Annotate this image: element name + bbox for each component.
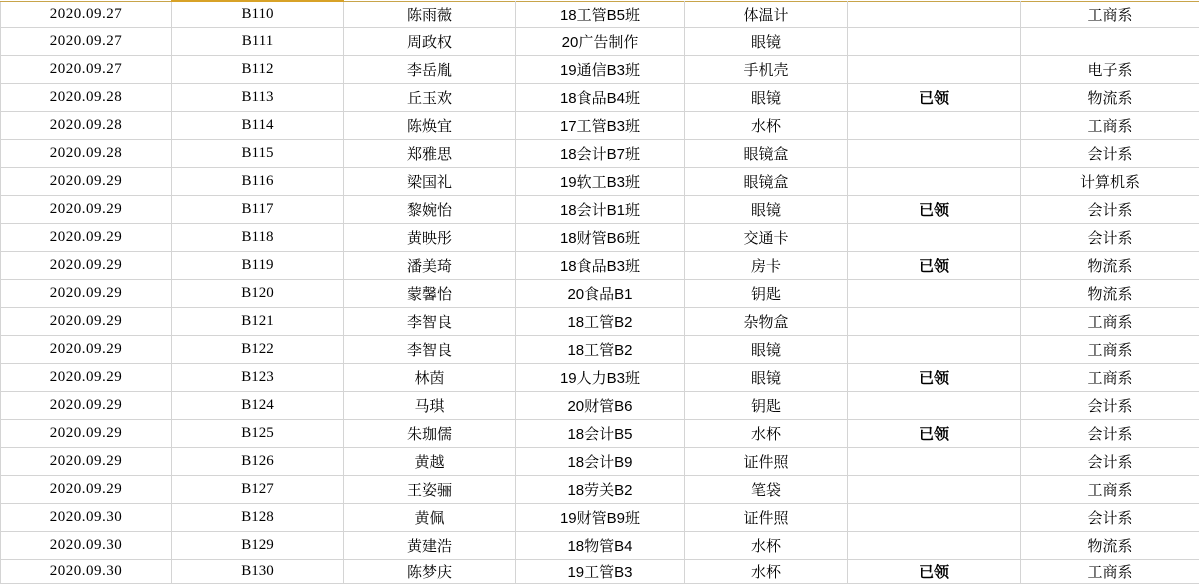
table-row[interactable]	[1, 335, 1199, 363]
cell-item[interactable]: 眼镜	[685, 27, 848, 55]
cell-status[interactable]: 已领	[848, 559, 1021, 583]
cell-status[interactable]	[848, 503, 1021, 531]
cell-code[interactable]: B126	[172, 447, 344, 475]
table-row[interactable]	[1, 419, 1199, 447]
cell-status[interactable]: 已领	[848, 83, 1021, 111]
cell-class[interactable]: 18会计B7班	[516, 139, 685, 167]
table-row[interactable]	[1, 559, 1199, 583]
cell-class[interactable]: 18财管B6班	[516, 223, 685, 251]
cell-date[interactable]: 2020.09.29	[1, 447, 172, 475]
cell-date[interactable]: 2020.09.27	[1, 55, 172, 83]
cell-dept[interactable]: 会计系	[1021, 419, 1199, 447]
cell-date[interactable]: 2020.09.29	[1, 307, 172, 335]
cell-dept[interactable]: 物流系	[1021, 251, 1199, 279]
cell-status[interactable]	[848, 167, 1021, 195]
table-row[interactable]	[1, 223, 1199, 251]
cell-date[interactable]: 2020.09.29	[1, 363, 172, 391]
cell-item[interactable]: 水杯	[685, 559, 848, 583]
cell-dept[interactable]	[1021, 27, 1199, 55]
cell-date[interactable]: 2020.09.29	[1, 419, 172, 447]
cell-code[interactable]: B125	[172, 419, 344, 447]
cell-dept[interactable]: 会计系	[1021, 391, 1199, 419]
cell-class[interactable]: 18物管B4	[516, 531, 685, 559]
cell-item[interactable]: 房卡	[685, 251, 848, 279]
cell-item[interactable]: 证件照	[685, 447, 848, 475]
cell-item[interactable]: 眼镜盒	[685, 167, 848, 195]
cell-class[interactable]: 20食品B1	[516, 279, 685, 307]
cell-name[interactable]: 黄映彤	[344, 223, 516, 251]
cell-dept[interactable]: 电子系	[1021, 55, 1199, 83]
cell-class[interactable]: 18劳关B2	[516, 475, 685, 503]
cell-code[interactable]: B116	[172, 167, 344, 195]
cell-dept[interactable]: 会计系	[1021, 503, 1199, 531]
table-row[interactable]	[1, 307, 1199, 335]
cell-code[interactable]: B111	[172, 27, 344, 55]
cell-name[interactable]: 黄越	[344, 447, 516, 475]
cell-date[interactable]: 2020.09.29	[1, 279, 172, 307]
cell-item[interactable]: 笔袋	[685, 475, 848, 503]
table-row[interactable]	[1, 503, 1199, 531]
cell-item[interactable]: 杂物盒	[685, 307, 848, 335]
cell-date[interactable]: 2020.09.28	[1, 83, 172, 111]
cell-item[interactable]: 水杯	[685, 531, 848, 559]
cell-name[interactable]: 郑雅思	[344, 139, 516, 167]
cell-class[interactable]: 18会计B5	[516, 419, 685, 447]
cell-item[interactable]: 眼镜	[685, 363, 848, 391]
cell-name[interactable]: 黄佩	[344, 503, 516, 531]
cell-date[interactable]: 2020.09.29	[1, 251, 172, 279]
table-row[interactable]	[1, 139, 1199, 167]
cell-code[interactable]: B129	[172, 531, 344, 559]
cell-class[interactable]: 19人力B3班	[516, 363, 685, 391]
table-row[interactable]	[1, 251, 1199, 279]
cell-name[interactable]: 陈焕宜	[344, 111, 516, 139]
cell-code[interactable]: B114	[172, 111, 344, 139]
cell-class[interactable]: 19财管B9班	[516, 503, 685, 531]
table-row[interactable]	[1, 167, 1199, 195]
cell-status[interactable]	[848, 1, 1021, 27]
cell-name[interactable]: 陈雨薇	[344, 1, 516, 27]
cell-code[interactable]: B118	[172, 223, 344, 251]
cell-date[interactable]: 2020.09.29	[1, 335, 172, 363]
table-row[interactable]	[1, 55, 1199, 83]
cell-status[interactable]	[848, 391, 1021, 419]
cell-date[interactable]: 2020.09.29	[1, 223, 172, 251]
cell-name[interactable]: 马琪	[344, 391, 516, 419]
table-row[interactable]	[1, 195, 1199, 223]
cell-dept[interactable]: 会计系	[1021, 223, 1199, 251]
cell-name[interactable]: 丘玉欢	[344, 83, 516, 111]
cell-class[interactable]: 18工管B5班	[516, 1, 685, 27]
cell-class[interactable]: 18会计B9	[516, 447, 685, 475]
table-row[interactable]	[1, 363, 1199, 391]
cell-status[interactable]	[848, 531, 1021, 559]
cell-class[interactable]: 18工管B2	[516, 307, 685, 335]
cell-dept[interactable]: 计算机系	[1021, 167, 1199, 195]
table-row[interactable]	[1, 1, 1199, 27]
cell-class[interactable]: 19通信B3班	[516, 55, 685, 83]
cell-name[interactable]: 周政权	[344, 27, 516, 55]
cell-item[interactable]: 钥匙	[685, 279, 848, 307]
cell-item[interactable]: 水杯	[685, 419, 848, 447]
cell-name[interactable]: 黎婉怡	[344, 195, 516, 223]
cell-item[interactable]: 钥匙	[685, 391, 848, 419]
cell-code[interactable]: B128	[172, 503, 344, 531]
cell-name[interactable]: 黄建浩	[344, 531, 516, 559]
table-row[interactable]	[1, 111, 1199, 139]
cell-dept[interactable]: 会计系	[1021, 139, 1199, 167]
cell-status[interactable]	[848, 475, 1021, 503]
cell-status[interactable]	[848, 139, 1021, 167]
cell-code[interactable]: B113	[172, 83, 344, 111]
cell-status[interactable]	[848, 335, 1021, 363]
cell-code[interactable]: B122	[172, 335, 344, 363]
table-row[interactable]	[1, 83, 1199, 111]
cell-date[interactable]: 2020.09.30	[1, 531, 172, 559]
cell-name[interactable]: 李智良	[344, 335, 516, 363]
cell-code[interactable]: B119	[172, 251, 344, 279]
cell-code[interactable]: B117	[172, 195, 344, 223]
cell-status[interactable]	[848, 447, 1021, 475]
cell-code[interactable]: B115	[172, 139, 344, 167]
cell-dept[interactable]: 工商系	[1021, 475, 1199, 503]
cell-code[interactable]: B127	[172, 475, 344, 503]
cell-status[interactable]	[848, 307, 1021, 335]
cell-code[interactable]: B120	[172, 279, 344, 307]
cell-status[interactable]	[848, 27, 1021, 55]
cell-class[interactable]: 18工管B2	[516, 335, 685, 363]
cell-dept[interactable]: 物流系	[1021, 83, 1199, 111]
cell-status[interactable]: 已领	[848, 195, 1021, 223]
cell-class[interactable]: 18会计B1班	[516, 195, 685, 223]
cell-dept[interactable]: 会计系	[1021, 195, 1199, 223]
cell-dept[interactable]: 工商系	[1021, 111, 1199, 139]
cell-dept[interactable]: 会计系	[1021, 447, 1199, 475]
cell-class[interactable]: 20财管B6	[516, 391, 685, 419]
cell-item[interactable]: 眼镜	[685, 83, 848, 111]
table-row[interactable]	[1, 391, 1199, 419]
cell-name[interactable]: 陈梦庆	[344, 559, 516, 583]
cell-name[interactable]: 王姿骊	[344, 475, 516, 503]
records-table-body	[1, 1, 1199, 583]
cell-dept[interactable]: 工商系	[1021, 559, 1199, 583]
cell-date[interactable]: 2020.09.30	[1, 503, 172, 531]
table-row[interactable]	[1, 475, 1199, 503]
cell-status[interactable]	[848, 55, 1021, 83]
cell-status[interactable]: 已领	[848, 251, 1021, 279]
table-row[interactable]	[1, 27, 1199, 55]
cell-item[interactable]: 眼镜	[685, 195, 848, 223]
cell-item[interactable]: 证件照	[685, 503, 848, 531]
cell-date[interactable]: 2020.09.29	[1, 195, 172, 223]
cell-code[interactable]: B112	[172, 55, 344, 83]
cell-name[interactable]: 潘美琦	[344, 251, 516, 279]
cell-class[interactable]: 20广告制作	[516, 27, 685, 55]
cell-dept[interactable]: 工商系	[1021, 363, 1199, 391]
cell-date[interactable]: 2020.09.29	[1, 167, 172, 195]
cell-class[interactable]: 18食品B3班	[516, 251, 685, 279]
cell-item[interactable]: 体温计	[685, 1, 848, 27]
cell-code[interactable]: B123	[172, 363, 344, 391]
cell-date[interactable]: 2020.09.27	[1, 1, 172, 27]
cell-item[interactable]: 眼镜盒	[685, 139, 848, 167]
cell-dept[interactable]: 工商系	[1021, 335, 1199, 363]
cell-item[interactable]: 水杯	[685, 111, 848, 139]
cell-date[interactable]: 2020.09.29	[1, 391, 172, 419]
cell-code[interactable]: B130	[172, 559, 344, 583]
cell-dept[interactable]: 物流系	[1021, 279, 1199, 307]
cell-class[interactable]: 19工管B3	[516, 559, 685, 583]
table-row[interactable]	[1, 279, 1199, 307]
cell-class[interactable]: 19软工B3班	[516, 167, 685, 195]
cell-class[interactable]: 18食品B4班	[516, 83, 685, 111]
cell-date[interactable]: 2020.09.27	[1, 27, 172, 55]
cell-status[interactable]: 已领	[848, 363, 1021, 391]
cell-name[interactable]: 李智良	[344, 307, 516, 335]
cell-date[interactable]: 2020.09.29	[1, 475, 172, 503]
cell-date[interactable]: 2020.09.28	[1, 111, 172, 139]
cell-item[interactable]: 交通卡	[685, 223, 848, 251]
table-row[interactable]	[1, 531, 1199, 559]
cell-name[interactable]: 李岳胤	[344, 55, 516, 83]
cell-class[interactable]: 17工管B3班	[516, 111, 685, 139]
cell-item[interactable]: 眼镜	[685, 335, 848, 363]
cell-status[interactable]	[848, 223, 1021, 251]
cell-dept[interactable]: 工商系	[1021, 307, 1199, 335]
cell-item[interactable]: 手机壳	[685, 55, 848, 83]
cell-name[interactable]: 蒙馨怡	[344, 279, 516, 307]
cell-status[interactable]	[848, 111, 1021, 139]
cell-code[interactable]: B121	[172, 307, 344, 335]
cell-name[interactable]: 朱珈儒	[344, 419, 516, 447]
cell-name[interactable]: 梁国礼	[344, 167, 516, 195]
cell-name[interactable]: 林茵	[344, 363, 516, 391]
cell-code[interactable]: B124	[172, 391, 344, 419]
cell-status[interactable]	[848, 279, 1021, 307]
cell-code[interactable]: B110	[172, 1, 344, 27]
table-row[interactable]	[1, 447, 1199, 475]
cell-dept[interactable]: 物流系	[1021, 531, 1199, 559]
cell-date[interactable]: 2020.09.28	[1, 139, 172, 167]
cell-status[interactable]: 已领	[848, 419, 1021, 447]
cell-dept[interactable]: 工商系	[1021, 1, 1199, 27]
cell-date[interactable]: 2020.09.30	[1, 559, 172, 583]
